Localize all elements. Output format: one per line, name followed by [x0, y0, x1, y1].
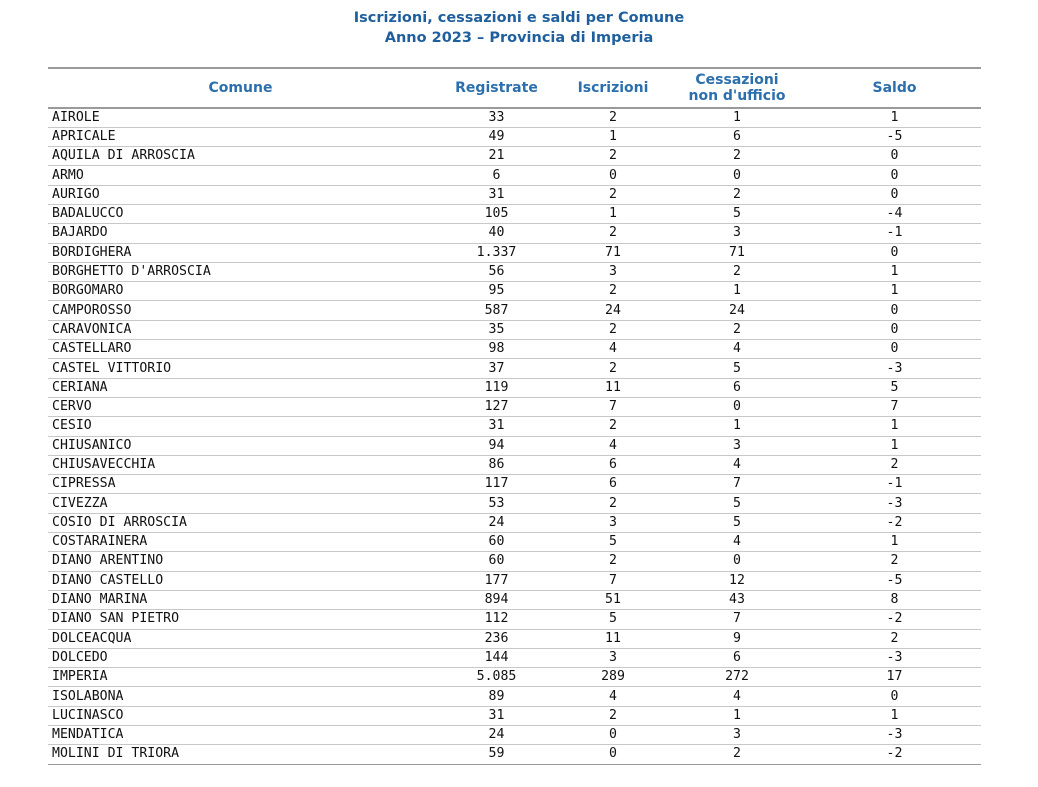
cell-cessazioni: 4	[666, 687, 808, 706]
table-row	[48, 745, 981, 764]
cell-registrate: 6	[433, 166, 560, 185]
cell-iscrizioni: 289	[560, 668, 666, 687]
table-row	[48, 455, 981, 474]
cell-cessazioni: 1	[666, 108, 808, 127]
cell-saldo: 0	[808, 320, 981, 339]
cell-registrate: 60	[433, 552, 560, 571]
cell-comune: DIANO ARENTINO	[48, 552, 433, 571]
cell-registrate: 144	[433, 648, 560, 667]
table-row	[48, 108, 981, 127]
cell-cessazioni: 5	[666, 494, 808, 513]
cell-saldo: -3	[808, 648, 981, 667]
cell-saldo: 0	[808, 243, 981, 262]
cell-cessazioni: 0	[666, 397, 808, 416]
cell-cessazioni: 3	[666, 224, 808, 243]
table-row	[48, 127, 981, 146]
cell-cessazioni: 5	[666, 359, 808, 378]
cell-comune: AQUILA DI ARROSCIA	[48, 147, 433, 166]
table-row	[48, 668, 981, 687]
cell-comune: ARMO	[48, 166, 433, 185]
cell-saldo: 8	[808, 590, 981, 609]
cell-cessazioni: 2	[666, 320, 808, 339]
cell-cessazioni: 4	[666, 455, 808, 474]
table-header	[48, 68, 981, 108]
cell-iscrizioni: 2	[560, 147, 666, 166]
cell-registrate: 33	[433, 108, 560, 127]
cell-registrate: 21	[433, 147, 560, 166]
cell-registrate: 117	[433, 475, 560, 494]
cell-comune: CHIUSANICO	[48, 436, 433, 455]
cell-cessazioni: 1	[666, 282, 808, 301]
cell-comune: BORDIGHERA	[48, 243, 433, 262]
cell-cessazioni: 1	[666, 706, 808, 725]
table-row	[48, 436, 981, 455]
cell-registrate: 31	[433, 706, 560, 725]
cell-comune: AURIGO	[48, 185, 433, 204]
header-saldo: Saldo	[808, 68, 981, 108]
cell-comune: BAJARDO	[48, 224, 433, 243]
cell-registrate: 894	[433, 590, 560, 609]
table-row	[48, 301, 981, 320]
cell-iscrizioni: 2	[560, 282, 666, 301]
cell-saldo: 1	[808, 436, 981, 455]
cell-registrate: 98	[433, 340, 560, 359]
cell-saldo: 0	[808, 147, 981, 166]
cell-comune: BORGHETTO D'ARROSCIA	[48, 262, 433, 281]
cell-iscrizioni: 3	[560, 513, 666, 532]
cell-iscrizioni: 2	[560, 494, 666, 513]
cell-registrate: 5.085	[433, 668, 560, 687]
cell-comune: DIANO SAN PIETRO	[48, 610, 433, 629]
cell-saldo: -1	[808, 224, 981, 243]
cell-iscrizioni: 1	[560, 127, 666, 146]
cell-saldo: -2	[808, 513, 981, 532]
table-row	[48, 552, 981, 571]
cell-comune: COSIO DI ARROSCIA	[48, 513, 433, 532]
cell-iscrizioni: 6	[560, 455, 666, 474]
cell-cessazioni: 4	[666, 533, 808, 552]
cell-saldo: 0	[808, 185, 981, 204]
header-cessazioni	[666, 68, 808, 108]
table-row	[48, 533, 981, 552]
table-row	[48, 359, 981, 378]
cell-registrate: 1.337	[433, 243, 560, 262]
table-row	[48, 513, 981, 532]
cell-saldo: 7	[808, 397, 981, 416]
table-row	[48, 648, 981, 667]
cell-cessazioni: 2	[666, 147, 808, 166]
cell-comune: COSTARAINERA	[48, 533, 433, 552]
cell-iscrizioni: 4	[560, 340, 666, 359]
cell-registrate: 59	[433, 745, 560, 764]
cell-registrate: 35	[433, 320, 560, 339]
table-row	[48, 340, 981, 359]
cell-saldo: -2	[808, 745, 981, 764]
cell-registrate: 587	[433, 301, 560, 320]
cell-iscrizioni: 71	[560, 243, 666, 262]
cell-iscrizioni: 5	[560, 533, 666, 552]
table-row	[48, 224, 981, 243]
cell-saldo: 0	[808, 301, 981, 320]
cell-iscrizioni: 2	[560, 359, 666, 378]
cell-comune: BADALUCCO	[48, 204, 433, 223]
cell-registrate: 127	[433, 397, 560, 416]
table-row	[48, 282, 981, 301]
header-registrate: Registrate	[433, 68, 560, 108]
cell-iscrizioni: 11	[560, 378, 666, 397]
cell-saldo: -4	[808, 204, 981, 223]
cell-comune: CASTELLARO	[48, 340, 433, 359]
cell-registrate: 236	[433, 629, 560, 648]
cell-registrate: 95	[433, 282, 560, 301]
cell-saldo: 1	[808, 417, 981, 436]
cell-registrate: 40	[433, 224, 560, 243]
cell-iscrizioni: 4	[560, 687, 666, 706]
table-row	[48, 243, 981, 262]
cell-saldo: -1	[808, 475, 981, 494]
table-row	[48, 166, 981, 185]
cell-comune: CIVEZZA	[48, 494, 433, 513]
cell-iscrizioni: 2	[560, 417, 666, 436]
cell-comune: MOLINI DI TRIORA	[48, 745, 433, 764]
cell-registrate: 37	[433, 359, 560, 378]
cell-cessazioni: 4	[666, 340, 808, 359]
cell-comune: CESIO	[48, 417, 433, 436]
cell-iscrizioni: 3	[560, 262, 666, 281]
cell-cessazioni: 0	[666, 552, 808, 571]
table-row	[48, 417, 981, 436]
cell-cessazioni: 7	[666, 475, 808, 494]
table-row	[48, 397, 981, 416]
table-row	[48, 262, 981, 281]
cell-cessazioni: 6	[666, 378, 808, 397]
cell-registrate: 31	[433, 185, 560, 204]
table-body	[48, 108, 981, 764]
cell-comune: CHIUSAVECCHIA	[48, 455, 433, 474]
cell-comune: DOLCEACQUA	[48, 629, 433, 648]
cell-registrate: 31	[433, 417, 560, 436]
cell-registrate: 94	[433, 436, 560, 455]
cell-saldo: 1	[808, 706, 981, 725]
cell-saldo: -5	[808, 127, 981, 146]
cell-cessazioni: 43	[666, 590, 808, 609]
cell-cessazioni: 12	[666, 571, 808, 590]
cell-iscrizioni: 7	[560, 571, 666, 590]
cell-cessazioni: 9	[666, 629, 808, 648]
table-row	[48, 706, 981, 725]
cell-registrate: 49	[433, 127, 560, 146]
cell-comune: CIPRESSA	[48, 475, 433, 494]
cell-saldo: 1	[808, 533, 981, 552]
comuni-table	[48, 67, 981, 765]
report-title-line1: Iscrizioni, cessazioni e saldi per Comune	[353, 10, 685, 26]
cell-saldo: 0	[808, 687, 981, 706]
cell-iscrizioni: 1	[560, 204, 666, 223]
cell-cessazioni: 2	[666, 745, 808, 764]
cell-iscrizioni: 0	[560, 726, 666, 745]
cell-saldo: 2	[808, 455, 981, 474]
cell-comune: ISOLABONA	[48, 687, 433, 706]
cell-registrate: 105	[433, 204, 560, 223]
cell-iscrizioni: 24	[560, 301, 666, 320]
cell-iscrizioni: 6	[560, 475, 666, 494]
cell-iscrizioni: 0	[560, 745, 666, 764]
cell-cessazioni: 5	[666, 204, 808, 223]
cell-registrate: 86	[433, 455, 560, 474]
cell-comune: APRICALE	[48, 127, 433, 146]
cell-iscrizioni: 2	[560, 320, 666, 339]
cell-comune: LUCINASCO	[48, 706, 433, 725]
cell-cessazioni: 71	[666, 243, 808, 262]
cell-iscrizioni: 2	[560, 185, 666, 204]
cell-cessazioni: 2	[666, 185, 808, 204]
table-row	[48, 185, 981, 204]
header-iscrizioni: Iscrizioni	[560, 68, 666, 108]
cell-saldo: -5	[808, 571, 981, 590]
cell-iscrizioni: 0	[560, 166, 666, 185]
cell-cessazioni: 7	[666, 610, 808, 629]
cell-registrate: 112	[433, 610, 560, 629]
cell-iscrizioni: 11	[560, 629, 666, 648]
cell-comune: CAMPOROSSO	[48, 301, 433, 320]
cell-saldo: 0	[808, 166, 981, 185]
cell-iscrizioni: 51	[560, 590, 666, 609]
cell-saldo: 0	[808, 340, 981, 359]
table-row	[48, 475, 981, 494]
header-comune: Comune	[48, 68, 433, 108]
table-row	[48, 590, 981, 609]
cell-saldo: 1	[808, 108, 981, 127]
cell-cessazioni: 272	[666, 668, 808, 687]
cell-cessazioni: 0	[666, 166, 808, 185]
cell-cessazioni: 5	[666, 513, 808, 532]
cell-registrate: 53	[433, 494, 560, 513]
cell-comune: CERVO	[48, 397, 433, 416]
cell-cessazioni: 24	[666, 301, 808, 320]
table-row	[48, 378, 981, 397]
cell-registrate: 177	[433, 571, 560, 590]
cell-cessazioni: 6	[666, 648, 808, 667]
cell-iscrizioni: 4	[560, 436, 666, 455]
table-row	[48, 147, 981, 166]
table-row	[48, 204, 981, 223]
report-title-line2: Anno 2023 – Provincia di Imperia	[384, 30, 654, 46]
table-row	[48, 629, 981, 648]
cell-saldo: -2	[808, 610, 981, 629]
cell-saldo: -3	[808, 726, 981, 745]
cell-saldo: 2	[808, 552, 981, 571]
cell-iscrizioni: 2	[560, 108, 666, 127]
cell-saldo: 17	[808, 668, 981, 687]
cell-iscrizioni: 3	[560, 648, 666, 667]
table-row	[48, 610, 981, 629]
header-row	[48, 68, 981, 108]
cell-registrate: 24	[433, 726, 560, 745]
cell-comune: CARAVONICA	[48, 320, 433, 339]
header-cessazioni-line2: non d'ufficio	[688, 88, 786, 104]
cell-comune: MENDATICA	[48, 726, 433, 745]
table-row	[48, 726, 981, 745]
cell-cessazioni: 6	[666, 127, 808, 146]
report-title	[0, 8, 1038, 48]
cell-comune: CERIANA	[48, 378, 433, 397]
cell-saldo: -3	[808, 359, 981, 378]
cell-comune: DIANO MARINA	[48, 590, 433, 609]
cell-saldo: 1	[808, 262, 981, 281]
cell-iscrizioni: 5	[560, 610, 666, 629]
cell-saldo: 2	[808, 629, 981, 648]
cell-iscrizioni: 2	[560, 224, 666, 243]
cell-iscrizioni: 7	[560, 397, 666, 416]
cell-cessazioni: 3	[666, 726, 808, 745]
cell-registrate: 60	[433, 533, 560, 552]
cell-registrate: 24	[433, 513, 560, 532]
cell-cessazioni: 3	[666, 436, 808, 455]
cell-registrate: 119	[433, 378, 560, 397]
cell-saldo: 1	[808, 282, 981, 301]
table-row	[48, 494, 981, 513]
cell-comune: IMPERIA	[48, 668, 433, 687]
cell-cessazioni: 1	[666, 417, 808, 436]
cell-iscrizioni: 2	[560, 706, 666, 725]
cell-registrate: 56	[433, 262, 560, 281]
cell-comune: DIANO CASTELLO	[48, 571, 433, 590]
cell-comune: BORGOMARO	[48, 282, 433, 301]
cell-cessazioni: 2	[666, 262, 808, 281]
table-row	[48, 571, 981, 590]
table-row	[48, 320, 981, 339]
header-cessazioni-line1: Cessazioni	[695, 72, 779, 88]
cell-comune: AIROLE	[48, 108, 433, 127]
cell-iscrizioni: 2	[560, 552, 666, 571]
cell-saldo: 5	[808, 378, 981, 397]
cell-saldo: -3	[808, 494, 981, 513]
cell-comune: DOLCEDO	[48, 648, 433, 667]
cell-comune: CASTEL VITTORIO	[48, 359, 433, 378]
table-row	[48, 687, 981, 706]
cell-registrate: 89	[433, 687, 560, 706]
